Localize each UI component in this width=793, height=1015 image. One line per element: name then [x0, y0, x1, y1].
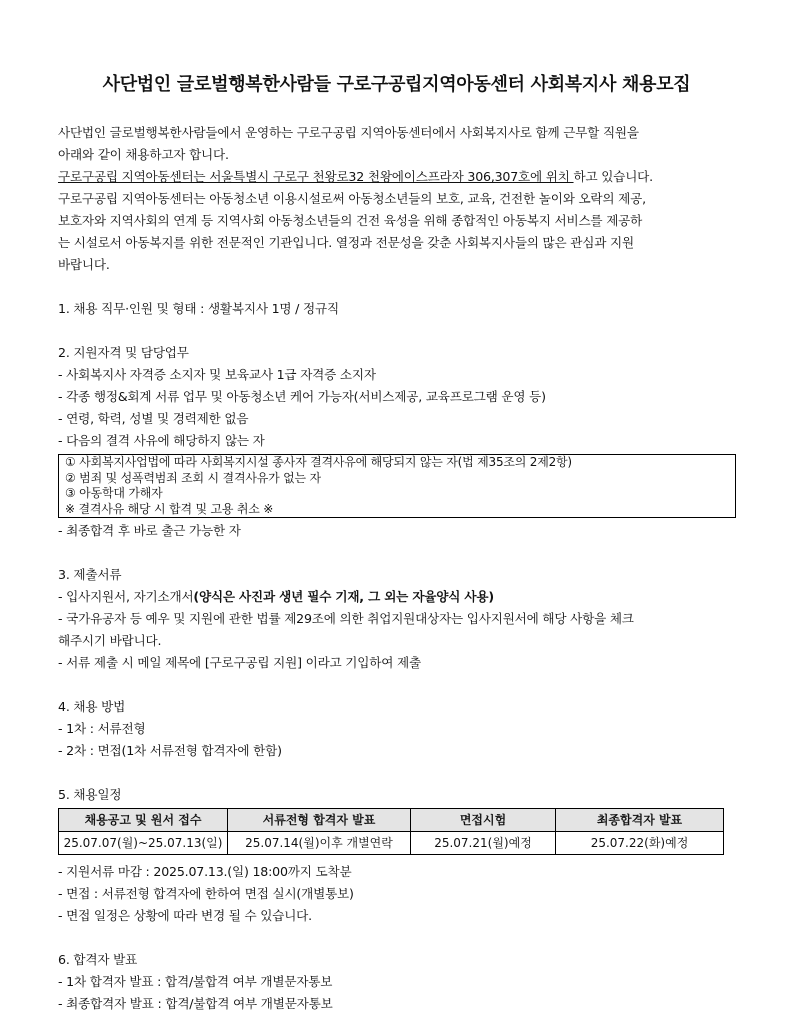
section-4 [58, 696, 740, 762]
item-text: - 입사지원서, 자기소개서 [58, 589, 194, 604]
table-cell: 25.07.21(월)예정 [411, 832, 556, 855]
table-header-cell: 서류전형 합격자 발표 [228, 809, 411, 832]
list-item: - 1차 합격자 발표 : 합격/불합격 여부 개별문자통보 [58, 974, 333, 989]
table-cell: 25.07.14(월)이후 개별연락 [228, 832, 411, 855]
list-item: - 다음의 결격 사유에 해당하지 않는 자 [58, 433, 265, 448]
intro-line: 바랍니다. [58, 257, 110, 272]
section-1-heading: 1. 채용 직무·인원 및 형태 : 생활복지사 1명 / 정규직 [58, 301, 339, 316]
table-header-row [59, 809, 724, 832]
item-bold-text: (양식은 사진과 생년 필수 기재, 그 외는 자율양식 사용) [193, 589, 494, 604]
location-underlined-text: 구로구공립 지역아동센터는 서울특별시 구로구 천왕로32 천왕에이스프라자 306,307호에 위치 [58, 169, 574, 184]
section-2 [58, 342, 740, 542]
box-note: ※ 결격사유 해당 시 합격 및 고용 취소 ※ [65, 501, 274, 516]
section-5 [58, 784, 740, 927]
list-item: - 국가유공자 등 예우 및 지원에 관한 법률 제29조에 의한 취업지원대상자는 입사지원서에 해당 사항을 체크 [58, 611, 634, 626]
disqualification-box [58, 454, 736, 518]
location-rest-text: 하고 있습니다. [573, 169, 653, 184]
box-item: ① 사회복지사업법에 따라 사회복지시설 종사자 결격사유에 해당되지 않는 자(법 제35조의 2제2항) [65, 455, 572, 469]
list-item: - 면접 : 서류전형 합격자에 한하여 면접 실시(개별통보) [58, 886, 354, 901]
box-item: ② 범죄 및 성폭력범죄 조회 시 결격사유가 없는 자 [65, 470, 321, 485]
section-6 [58, 949, 740, 1015]
table-header-cell: 최종합격자 발표 [556, 809, 724, 832]
list-item: - 1차 : 서류전형 [58, 721, 146, 736]
list-item: - 서류 제출 시 메일 제목에 [구로구공립 지원] 이라고 기입하여 제출 [58, 655, 421, 670]
list-item: - 최종합격자 발표 : 합격/불합격 여부 개별문자통보 [58, 996, 333, 1011]
document-body [58, 122, 740, 1015]
table-header-cell: 면접시험 [411, 809, 556, 832]
intro-line: 사단법인 글로벌행복한사람들에서 운영하는 구로구공립 지역아동센터에서 사회복지사로 함께 근무할 직원을 [58, 125, 639, 140]
section-2-heading: 2. 지원자격 및 담당업무 [58, 345, 189, 360]
list-item [58, 586, 740, 608]
list-item: - 2차 : 면접(1차 서류전형 합격자에 한함) [58, 743, 282, 758]
section-4-heading: 4. 채용 방법 [58, 699, 126, 714]
intro-line: 아래와 같이 채용하고자 합니다. [58, 147, 229, 162]
list-item: - 면접 일정은 상황에 따라 변경 될 수 있습니다. [58, 908, 312, 923]
intro-line-location [58, 166, 740, 188]
intro-line: 는 시설로서 아동복지를 위한 전문적인 기관입니다. 열정과 전문성을 갖춘 사회복지사들의 많은 관심과 지원 [58, 235, 634, 250]
section-5-heading: 5. 채용일정 [58, 787, 122, 802]
table-cell: 25.07.22(화)예정 [556, 832, 724, 855]
table-header-cell: 채용공고 및 원서 접수 [59, 809, 228, 832]
schedule-table [58, 808, 724, 855]
list-item-continuation: 해주시기 바랍니다. [58, 633, 162, 648]
list-item: - 지원서류 마감 : 2025.07.13.(일) 18:00까지 도착분 [58, 864, 352, 879]
section-3-heading: 3. 제출서류 [58, 567, 122, 582]
list-item: - 연령, 학력, 성별 및 경력제한 없음 [58, 411, 249, 426]
section-3 [58, 564, 740, 674]
intro-line: 보호자와 지역사회의 연계 등 지역사회 아동청소년들의 건전 육성을 위해 종합적인 아동복지 서비스를 제공하 [58, 213, 643, 228]
box-item: ③ 아동학대 가해자 [65, 486, 163, 500]
list-item: - 각종 행정&회계 서류 업무 및 아동청소년 케어 가능자(서비스제공, 교육프로그램 운영 등) [58, 389, 546, 404]
intro-line: 구로구공립 지역아동센터는 아동청소년 이용시설로써 아동청소년들의 보호, 교육, 건전한 놀이와 오락의 제공, [58, 191, 646, 206]
section-6-heading: 6. 합격자 발표 [58, 952, 138, 967]
intro-paragraph [58, 122, 740, 276]
list-item: - 최종합격 후 바로 출근 가능한 자 [58, 523, 241, 538]
page-title: 사단법인 글로벌행복한사람들 구로구공립지역아동센터 사회복지사 채용모집 [102, 74, 691, 95]
table-cell: 25.07.07(월)~25.07.13(일) [59, 832, 228, 855]
list-item: - 사회복지사 자격증 소지자 및 보육교사 1급 자격증 소지자 [58, 367, 376, 382]
table-row [59, 832, 724, 855]
